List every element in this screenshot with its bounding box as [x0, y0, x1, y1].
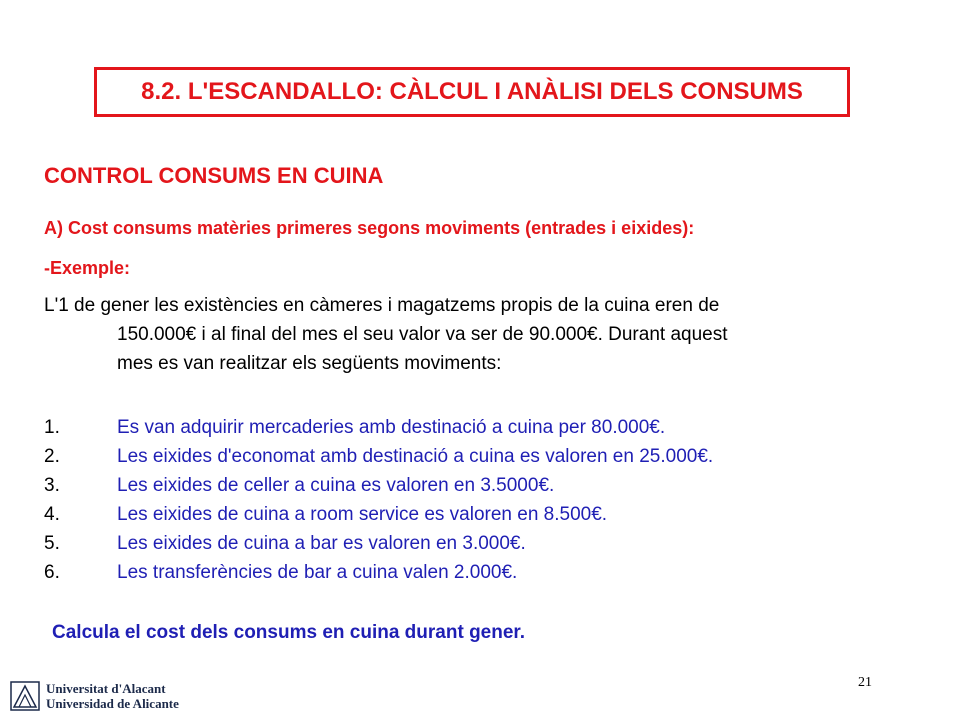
university-logo-icon — [10, 681, 40, 711]
movement-text: Es van adquirir mercaderies amb destinació a cuina per 80.000€. — [117, 417, 666, 438]
movements-list — [44, 413, 924, 587]
movement-text: Les eixides d'economat amb destinació a cuina es valoren en 25.000€. — [117, 446, 714, 467]
movement-text: Les transferències de bar a cuina valen 2.000€. — [117, 562, 518, 583]
movement-item — [44, 413, 924, 442]
page-number: 21 — [858, 675, 872, 690]
movement-text: Les eixides de cuina a bar es valoren en 3.000€. — [117, 533, 526, 554]
movement-number: 1. — [44, 417, 60, 438]
movement-text: Les eixides de cuina a room service es valoren en 8.500€. — [117, 504, 608, 525]
movement-item — [44, 471, 924, 500]
university-logo-text — [46, 681, 179, 711]
movement-item — [44, 558, 924, 587]
intro-line: 150.000€ i al final del mes el seu valor va ser de 90.000€. Durant aquest — [117, 324, 728, 345]
example-label: -Exemple: — [44, 258, 131, 278]
movement-number: 4. — [44, 504, 60, 525]
exercise-question: Calcula el cost dels consums en cuina durant gener. — [52, 622, 526, 643]
slide-title: 8.2. L'ESCANDALLO: CÀLCUL I ANÀLISI DELS CONSUMS — [141, 78, 803, 105]
movement-number: 6. — [44, 562, 60, 583]
movement-item — [44, 500, 924, 529]
section-heading: CONTROL CONSUMS EN CUINA — [44, 163, 384, 188]
movement-item — [44, 529, 924, 558]
movement-number: 2. — [44, 446, 60, 467]
movement-number: 3. — [44, 475, 60, 496]
slide-title-box — [94, 67, 850, 117]
movement-text: Les eixides de celler a cuina es valoren en 3.5000€. — [117, 475, 555, 496]
intro-line: L'1 de gener les existències en càmeres i magatzems propis de la cuina eren de — [44, 295, 720, 316]
movement-item — [44, 442, 924, 471]
movement-number: 5. — [44, 533, 60, 554]
intro-paragraph — [44, 291, 924, 378]
logo-line-1: Universitat d'Alacant — [46, 681, 166, 696]
intro-line: mes es van realitzar els següents moviments: — [117, 353, 502, 374]
subheading-a: A) Cost consums matèries primeres segons moviments (entrades i eixides): — [44, 218, 695, 238]
logo-line-2: Universidad de Alicante — [46, 696, 179, 711]
university-logo — [10, 680, 179, 712]
